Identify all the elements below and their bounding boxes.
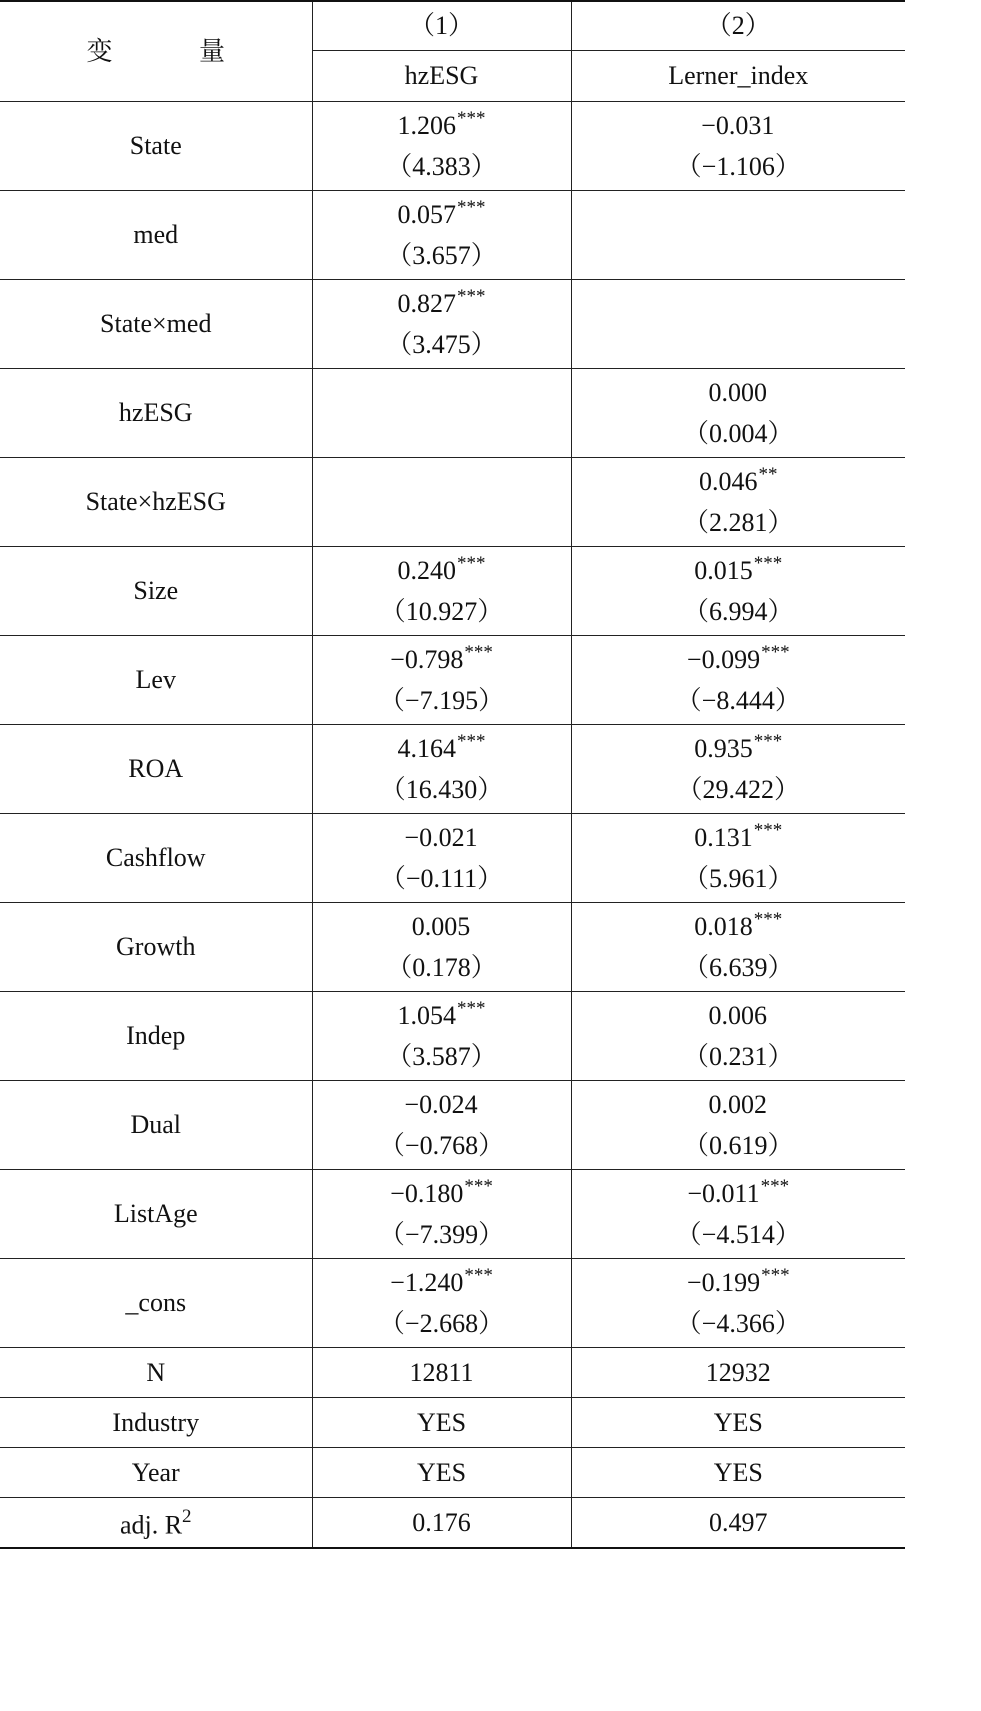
t-statistic: （2.281）: [682, 507, 794, 537]
coef-cell-1: [312, 725, 571, 814]
coef-cell-2: [571, 1259, 905, 1348]
stat-value-2: YES: [571, 1448, 905, 1498]
adj-r2-text: adj. R: [119, 1510, 183, 1540]
coefficient-value: 0.057: [397, 199, 456, 229]
coefficient: [313, 482, 571, 523]
t-statistic: （3.475）: [386, 329, 497, 359]
coefficient: [572, 1264, 906, 1305]
coefficient-value: −0.798: [390, 644, 464, 674]
coef-cell-2: [571, 992, 905, 1081]
coef-cell-2: [571, 1081, 905, 1170]
coefficient: [313, 393, 571, 434]
significance-stars: ***: [761, 641, 790, 663]
table-row: [0, 1081, 905, 1170]
coef-cell-1: [312, 992, 571, 1081]
stat-name: Industry: [0, 1398, 312, 1448]
coef-cell-2: [571, 280, 905, 369]
table-row: [0, 992, 905, 1081]
column-1-number: （1）: [312, 1, 571, 51]
significance-stars: ***: [464, 1175, 493, 1197]
t-statistic: （0.231）: [682, 1041, 794, 1071]
variable-name: State×med: [0, 280, 312, 369]
coefficient: [572, 107, 906, 148]
coefficient-value: −0.011: [687, 1178, 760, 1208]
variable-name: med: [0, 191, 312, 280]
coefficient-value: 0.006: [708, 1000, 767, 1030]
stat-name: Year: [0, 1448, 312, 1498]
significance-stars: ***: [457, 997, 486, 1019]
coef-cell-2: [571, 369, 905, 458]
t-statistic: （6.639）: [682, 952, 794, 982]
coefficient: [313, 1175, 571, 1216]
coefficient: [313, 1264, 571, 1305]
coef-cell-1: [312, 458, 571, 547]
coef-cell-2: [571, 636, 905, 725]
variable-name: Growth: [0, 903, 312, 992]
significance-stars: **: [758, 463, 778, 485]
coefficient: [572, 641, 906, 682]
t-statistic: （−8.444）: [675, 685, 801, 715]
coefficient-value: −0.021: [404, 822, 478, 852]
significance-stars: ***: [457, 196, 486, 218]
coefficient: [313, 641, 571, 682]
t-statistic: （0.619）: [682, 1130, 794, 1160]
significance-stars: ***: [457, 552, 486, 574]
coefficient-value: −1.240: [390, 1267, 464, 1297]
header-row-1: [0, 1, 905, 51]
variable-name: State×hzESG: [0, 458, 312, 547]
adj-r2-value-2: 0.497: [571, 1498, 905, 1549]
stat-value-2: YES: [571, 1398, 905, 1448]
coefficient: [572, 463, 906, 504]
coefficient: [313, 997, 571, 1038]
coefficient-value: −0.199: [686, 1267, 761, 1297]
t-statistic: （29.422）: [676, 774, 800, 804]
coefficient-value: 1.054: [397, 1000, 456, 1030]
stat-value-1: YES: [312, 1398, 571, 1448]
coef-cell-2: [571, 903, 905, 992]
significance-stars: ***: [753, 819, 783, 841]
coef-cell-1: [312, 547, 571, 636]
adj-r2-superscript: 2: [182, 1506, 192, 1528]
coef-cell-2: [571, 102, 905, 191]
t-statistic: （4.383）: [386, 151, 497, 181]
coefficient: [572, 552, 906, 593]
variable-name: Size: [0, 547, 312, 636]
variable-name: Dual: [0, 1081, 312, 1170]
column-2-dependent-var: Lerner_index: [571, 51, 905, 102]
coefficient-value: 0.240: [397, 555, 456, 585]
coef-cell-2: [571, 814, 905, 903]
variable-name: Cashflow: [0, 814, 312, 903]
table-row: [0, 280, 905, 369]
coefficient-value: 0.018: [694, 911, 753, 941]
significance-stars: ***: [761, 1264, 790, 1286]
coef-cell-1: [312, 903, 571, 992]
significance-stars: ***: [457, 107, 486, 129]
coef-cell-1: [312, 1081, 571, 1170]
coefficient: [313, 730, 571, 771]
variable-header-label: 变 量: [86, 36, 265, 66]
table-row: [0, 1259, 905, 1348]
coefficient: [572, 730, 906, 771]
coef-cell-2: [571, 1170, 905, 1259]
coef-cell-1: [312, 280, 571, 369]
coefficient-value: 0.131: [694, 822, 753, 852]
stat-value-2: 12932: [571, 1348, 905, 1398]
coefficient: [313, 285, 571, 326]
table-row: [0, 1170, 905, 1259]
t-statistic: （−2.668）: [378, 1308, 505, 1338]
coefficient-value: −0.024: [404, 1089, 478, 1119]
coefficient: [313, 819, 571, 860]
coefficient-value: 0.015: [694, 555, 753, 585]
t-statistic: （−7.195）: [378, 685, 505, 715]
column-2-number: （2）: [571, 1, 905, 51]
t-statistic: （−4.366）: [675, 1308, 801, 1338]
coefficient: [313, 196, 571, 237]
t-statistic: （3.587）: [386, 1041, 497, 1071]
coef-cell-1: [312, 369, 571, 458]
coefficient: [572, 304, 906, 345]
t-statistic: （−0.768）: [378, 1130, 505, 1160]
coefficient-value: 0.935: [694, 733, 753, 763]
variable-header: [0, 1, 312, 102]
table-row: [0, 725, 905, 814]
significance-stars: ***: [753, 730, 783, 752]
stat-value-1: YES: [312, 1448, 571, 1498]
significance-stars: ***: [753, 908, 783, 930]
coefficient-value: 0.005: [411, 911, 471, 941]
coefficient: [313, 107, 571, 148]
adj-r2-value-1: 0.176: [312, 1498, 571, 1549]
t-statistic: （10.927）: [379, 596, 504, 626]
adj-r2-row: [0, 1498, 905, 1549]
coef-cell-1: [312, 1259, 571, 1348]
coefficient: [313, 908, 571, 949]
variable-name: hzESG: [0, 369, 312, 458]
stat-value-1: 12811: [312, 1348, 571, 1398]
t-statistic: （−0.111）: [379, 863, 504, 893]
coefficient: [572, 997, 906, 1038]
coefficient-value: 4.164: [397, 733, 456, 763]
coef-cell-1: [312, 814, 571, 903]
t-statistic: （6.994）: [682, 596, 794, 626]
coef-cell-2: [571, 191, 905, 280]
variable-name: Indep: [0, 992, 312, 1081]
coefficient: [572, 908, 906, 949]
significance-stars: ***: [760, 1175, 790, 1197]
significance-stars: ***: [457, 285, 486, 307]
t-statistic: （−7.399）: [378, 1219, 505, 1249]
table-row: [0, 636, 905, 725]
t-statistic: （16.430）: [379, 774, 504, 804]
variable-name: ListAge: [0, 1170, 312, 1259]
stat-row: [0, 1398, 905, 1448]
column-1-dependent-var: hzESG: [312, 51, 571, 102]
t-statistic: （−4.514）: [675, 1219, 801, 1249]
stat-row: [0, 1448, 905, 1498]
coefficient: [313, 1086, 571, 1127]
coefficient-value: 0.827: [397, 288, 456, 318]
t-statistic: （0.178）: [386, 952, 497, 982]
significance-stars: ***: [753, 552, 783, 574]
stat-name: N: [0, 1348, 312, 1398]
coefficient-value: 1.206: [397, 110, 456, 140]
t-statistic: （−1.106）: [675, 151, 801, 181]
significance-stars: ***: [457, 730, 486, 752]
coefficient-value: 0.002: [708, 1089, 767, 1119]
table-row: [0, 814, 905, 903]
table-row: [0, 369, 905, 458]
coefficient-value: −0.031: [701, 110, 775, 140]
t-statistic: （5.961）: [682, 863, 794, 893]
coefficient-value: −0.180: [390, 1178, 464, 1208]
coefficient: [572, 1175, 906, 1216]
coefficient: [572, 215, 906, 256]
variable-name: _cons: [0, 1259, 312, 1348]
variable-name: State: [0, 102, 312, 191]
coef-cell-1: [312, 1170, 571, 1259]
coef-cell-1: [312, 636, 571, 725]
table-row: [0, 547, 905, 636]
coefficient-value: −0.099: [686, 644, 761, 674]
significance-stars: ***: [464, 1264, 493, 1286]
coef-cell-2: [571, 458, 905, 547]
adj-r2-label: [0, 1498, 312, 1549]
table-row: [0, 191, 905, 280]
coefficient: [572, 1086, 906, 1127]
coef-cell-1: [312, 102, 571, 191]
table-row: [0, 458, 905, 547]
coefficient-value: 0.000: [708, 377, 767, 407]
significance-stars: ***: [464, 641, 493, 663]
coefficient: [572, 819, 906, 860]
coef-cell-2: [571, 725, 905, 814]
coef-cell-2: [571, 547, 905, 636]
table-row: [0, 903, 905, 992]
table-row: [0, 102, 905, 191]
coef-cell-1: [312, 191, 571, 280]
coefficient-value: 0.046: [699, 466, 758, 496]
t-statistic: （0.004）: [682, 418, 794, 448]
stat-row: [0, 1348, 905, 1398]
coefficient: [572, 374, 906, 415]
variable-name: Lev: [0, 636, 312, 725]
t-statistic: （3.657）: [386, 240, 497, 270]
coefficient: [313, 552, 571, 593]
variable-name: ROA: [0, 725, 312, 814]
